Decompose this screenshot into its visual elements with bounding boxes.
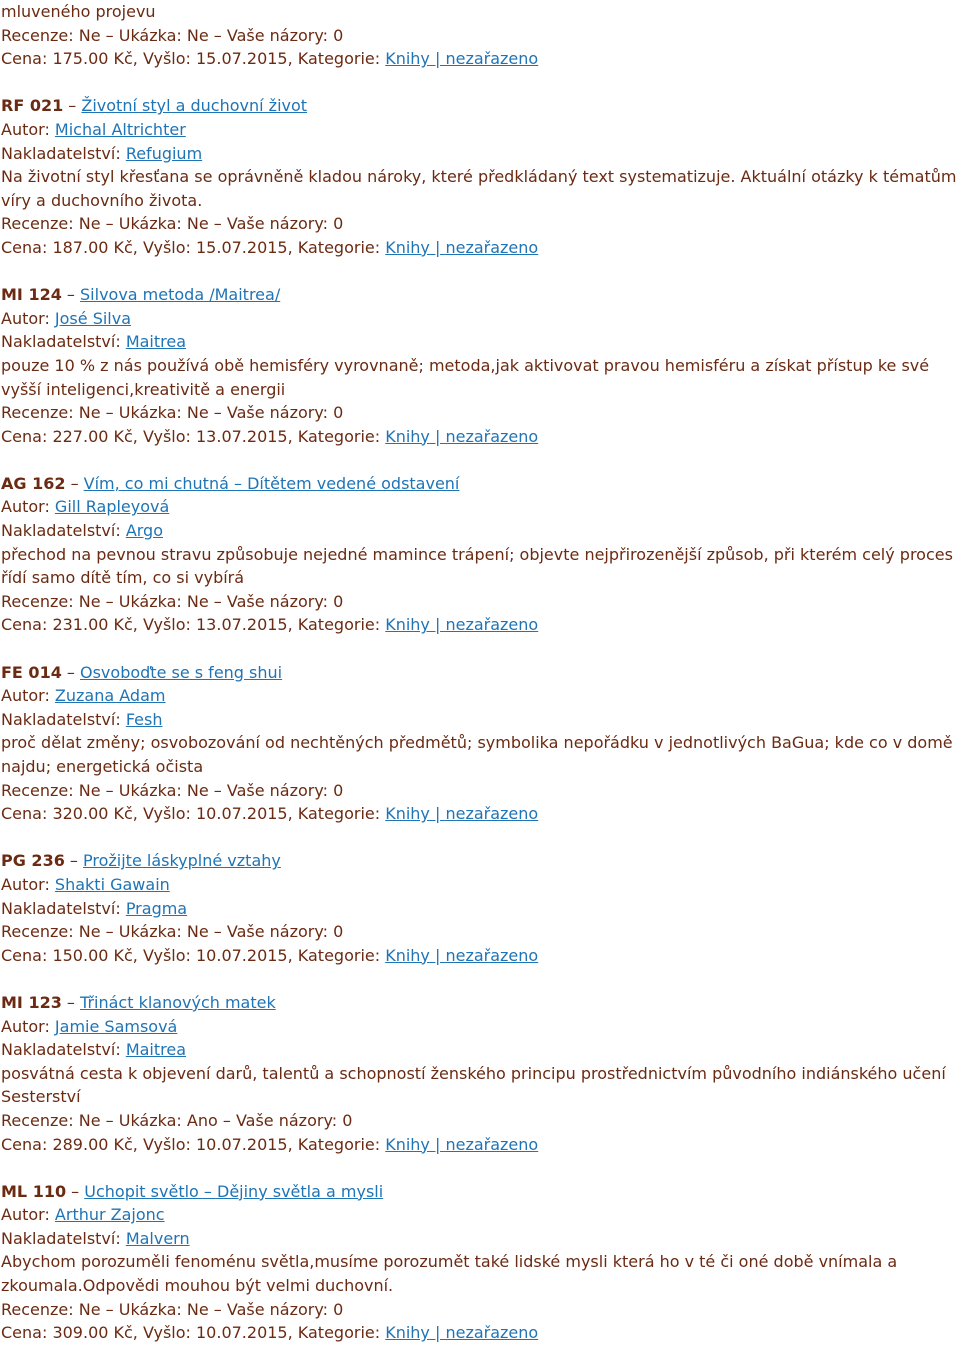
sample-value: Ne xyxy=(186,922,209,942)
book-price-line: Cena: 175.00 Kč, Vyšlo: 15.07.2015, Kategorie: Knihy | nezařazeno xyxy=(1,49,539,69)
book-review-line: Recenze: Ne – Ukázka: Ne – Vaše názory: 0 xyxy=(1,25,344,45)
category-separator[interactable]: | xyxy=(429,1323,446,1343)
author-link[interactable]: José Silva xyxy=(54,308,132,328)
opinions-count: 0 xyxy=(333,403,344,423)
book-code: MI 124 xyxy=(1,285,62,305)
book-author-line: Autor: Jamie Samsová xyxy=(1,1016,178,1036)
publisher-link[interactable]: Fesh xyxy=(125,709,163,729)
book-heading: MI 123 – Třináct klanových matek xyxy=(1,992,276,1012)
author-link[interactable]: Gill Rapleyová xyxy=(54,497,170,517)
book-price-line: Cena: 289.00 Kč, Vyšlo: 10.07.2015, Kategorie: Knihy | nezařazeno xyxy=(1,1134,539,1154)
book-review-line: Recenze: Ne – Ukázka: Ne – Vaše názory: 0 xyxy=(1,780,344,800)
entry-spacer xyxy=(1,637,959,661)
opinions-count: 0 xyxy=(333,922,344,942)
book-review-line: Recenze: Ne – Ukázka: Ne – Vaše názory: 0 xyxy=(1,1299,344,1319)
category-link-nezarazeno[interactable]: nezařazeno xyxy=(445,1323,539,1343)
book-price-line: Cena: 309.00 Kč, Vyšlo: 10.07.2015, Kategorie: Knihy | nezařazeno xyxy=(1,1323,539,1343)
book-review-line: Recenze: Ne – Ukázka: Ne – Vaše názory: 0 xyxy=(1,591,344,611)
category-link-knihy[interactable]: Knihy xyxy=(385,426,430,446)
sample-value: Ne xyxy=(186,403,209,423)
book-publisher-line: Nakladatelství: Maitrea xyxy=(1,1040,187,1060)
opinions-count: 0 xyxy=(342,1110,353,1130)
price-value: 227.00 Kč xyxy=(52,426,133,446)
book-title-link[interactable]: Uchopit světlo – Dějiny světla a mysli xyxy=(84,1181,384,1201)
category-link-knihy[interactable]: Knihy xyxy=(385,945,430,965)
category-link-nezarazeno[interactable]: nezařazeno xyxy=(445,945,539,965)
release-date: 15.07.2015 xyxy=(196,237,288,257)
category-separator[interactable]: | xyxy=(429,615,446,635)
price-value: 320.00 Kč xyxy=(52,804,133,824)
book-review-line: Recenze: Ne – Ukázka: Ne – Vaše názory: 0 xyxy=(1,214,344,234)
release-date: 10.07.2015 xyxy=(196,1323,288,1343)
price-value: 309.00 Kč xyxy=(52,1323,133,1343)
book-author-line: Autor: Shakti Gawain xyxy=(1,874,170,894)
book-title-link[interactable]: Třináct klanových matek xyxy=(80,992,276,1012)
book-review-line: Recenze: Ne – Ukázka: Ne – Vaše názory: 0 xyxy=(1,403,344,423)
opinions-count: 0 xyxy=(333,780,344,800)
entry-spacer xyxy=(1,826,959,850)
book-description: posvátná cesta k objevení darů, talentů a schopností ženského principu prostřednictvím původního indiánského učení Sesterství xyxy=(1,1063,946,1107)
book-author-line: Autor: Zuzana Adam xyxy=(1,686,166,706)
book-code: FE 014 xyxy=(1,662,62,682)
category-link-nezarazeno[interactable]: nezařazeno xyxy=(445,804,539,824)
publisher-link[interactable]: Maitrea xyxy=(125,1040,187,1060)
opinions-count: 0 xyxy=(333,1299,344,1319)
book-publisher-line: Nakladatelství: Pragma xyxy=(1,898,188,918)
book-description: přechod na pevnou stravu způsobuje nejedné mamince trápení; objevte nejpřirozenější způsob, při kterém celý proces řídí samo dítě tím, co si vybírá xyxy=(1,544,953,588)
book-review-line: Recenze: Ne – Ukázka: Ano – Vaše názory: 0 xyxy=(1,1110,353,1130)
publisher-link[interactable]: Malvern xyxy=(125,1228,190,1248)
book-heading: RF 021 – Životní styl a duchovní život xyxy=(1,96,308,116)
book-review-line: Recenze: Ne – Ukázka: Ne – Vaše názory: 0 xyxy=(1,922,344,942)
book-description: proč dělat změny; osvobozování od nechtěných předmětů; symbolika nepořádku v jednotlivých BaGua; kde co v domě najdu; energetická očista xyxy=(1,733,953,776)
book-title-link[interactable]: Osvoboďte se s feng shui xyxy=(80,662,283,682)
book-entry xyxy=(1,991,959,1180)
book-price-line: Cena: 231.00 Kč, Vyšlo: 13.07.2015, Kategorie: Knihy | nezařazeno xyxy=(1,615,539,635)
book-entry xyxy=(1,283,959,472)
category-separator[interactable]: | xyxy=(429,1134,446,1154)
book-price-line: Cena: 187.00 Kč, Vyšlo: 15.07.2015, Kategorie: Knihy | nezařazeno xyxy=(1,237,539,257)
publisher-link[interactable]: Refugium xyxy=(125,143,203,163)
category-link-nezarazeno[interactable]: nezařazeno xyxy=(445,615,539,635)
book-heading: MI 124 – Silvova metoda /Maitrea/ xyxy=(1,285,281,305)
book-entry xyxy=(1,94,959,283)
price-value: 231.00 Kč xyxy=(52,615,133,635)
release-date: 10.07.2015 xyxy=(196,1134,288,1154)
book-title-link[interactable]: Prožijte láskyplné vztahy xyxy=(83,851,281,871)
category-separator[interactable]: | xyxy=(429,237,446,257)
entry-spacer xyxy=(1,1156,959,1180)
book-publisher-line: Nakladatelství: Fesh xyxy=(1,709,163,729)
price-value: 175.00 Kč xyxy=(52,49,133,69)
category-link-nezarazeno[interactable]: nezařazeno xyxy=(445,1134,539,1154)
release-date: 13.07.2015 xyxy=(196,615,288,635)
category-link-knihy[interactable]: Knihy xyxy=(385,49,430,69)
sample-value: Ne xyxy=(186,780,209,800)
category-separator[interactable]: | xyxy=(429,804,446,824)
price-value: 150.00 Kč xyxy=(52,945,133,965)
book-title-link[interactable]: Životní styl a duchovní život xyxy=(81,96,308,116)
book-code: ML 110 xyxy=(1,1181,67,1201)
review-value: Ne xyxy=(78,403,101,423)
book-code: AG 162 xyxy=(1,473,66,493)
book-description: Abychom porozuměli fenoménu světla,musíme porozumět také lidské mysli která ho v té či oné době vnímala a zkoumala.Odpovědi mouhou být velmi duchovní. xyxy=(1,1252,898,1296)
book-publisher-line: Nakladatelství: Maitrea xyxy=(1,332,187,352)
opinions-count: 0 xyxy=(333,591,344,611)
entry-spacer xyxy=(1,260,959,284)
review-value: Ne xyxy=(78,780,101,800)
opinions-count: 0 xyxy=(333,25,344,45)
author-link[interactable]: Michal Altrichter xyxy=(54,119,186,139)
book-publisher-line: Nakladatelství: Refugium xyxy=(1,143,203,163)
entry-spacer xyxy=(1,71,959,95)
book-entry-fragment xyxy=(1,0,959,71)
book-code: MI 123 xyxy=(1,992,62,1012)
entry-spacer xyxy=(1,1345,959,1368)
book-author-line: Autor: Arthur Zajonc xyxy=(1,1205,165,1225)
book-heading: FE 014 – Osvoboďte se s feng shui xyxy=(1,662,283,682)
category-link-knihy[interactable]: Knihy xyxy=(385,237,430,257)
book-author-line: Autor: Gill Rapleyová xyxy=(1,497,170,517)
book-title-link[interactable]: Vím, co mi chutná – Dítětem vedené odstavení xyxy=(83,473,460,493)
category-separator[interactable]: | xyxy=(429,426,446,446)
release-date: 15.07.2015 xyxy=(196,49,288,69)
review-value: Ne xyxy=(78,214,101,234)
entry-spacer xyxy=(1,448,959,472)
book-entry xyxy=(1,1180,959,1368)
book-author-line: Autor: Michal Altrichter xyxy=(1,119,186,139)
review-value: Ne xyxy=(78,591,101,611)
sample-value: Ne xyxy=(186,25,209,45)
opinions-count: 0 xyxy=(333,214,344,234)
book-price-line: Cena: 227.00 Kč, Vyšlo: 13.07.2015, Kategorie: Knihy | nezařazeno xyxy=(1,426,539,446)
sample-value: Ne xyxy=(186,1299,209,1319)
category-link-knihy[interactable]: Knihy xyxy=(385,1134,430,1154)
price-value: 187.00 Kč xyxy=(52,237,133,257)
sample-value: Ne xyxy=(186,214,209,234)
category-link-nezarazeno[interactable]: nezařazeno xyxy=(445,49,539,69)
review-value: Ne xyxy=(78,1110,101,1130)
book-list xyxy=(1,94,959,1368)
book-price-line: Cena: 320.00 Kč, Vyšlo: 10.07.2015, Kategorie: Knihy | nezařazeno xyxy=(1,804,539,824)
book-code: RF 021 xyxy=(1,96,64,116)
book-description: mluveného projevu xyxy=(1,2,156,21)
entry-spacer xyxy=(1,967,959,991)
book-description: pouze 10 % z nás používá obě hemisféry vyrovnaně; metoda,jak aktivovat pravou hemisféru a získat přístup ke své vyšší inteligenci,kreativitě a energii xyxy=(1,355,930,399)
book-publisher-line: Nakladatelství: Malvern xyxy=(1,1228,190,1248)
book-title-link[interactable]: Silvova metoda /Maitrea/ xyxy=(80,285,281,305)
category-separator[interactable]: | xyxy=(429,945,446,965)
category-link-knihy[interactable]: Knihy xyxy=(385,804,430,824)
category-separator[interactable]: | xyxy=(429,49,446,69)
category-link-knihy[interactable]: Knihy xyxy=(385,615,430,635)
author-link[interactable]: Shakti Gawain xyxy=(54,874,170,894)
category-link-nezarazeno[interactable]: nezařazeno xyxy=(445,426,539,446)
category-link-knihy[interactable]: Knihy xyxy=(385,1323,430,1343)
review-value: Ne xyxy=(78,25,101,45)
book-price-line: Cena: 150.00 Kč, Vyšlo: 10.07.2015, Kategorie: Knihy | nezařazeno xyxy=(1,945,539,965)
price-value: 289.00 Kč xyxy=(52,1134,133,1154)
book-publisher-line: Nakladatelství: Argo xyxy=(1,521,163,541)
sample-value: Ne xyxy=(186,591,209,611)
author-link[interactable]: Arthur Zajonc xyxy=(54,1205,165,1225)
book-entry xyxy=(1,661,959,850)
book-author-line: Autor: José Silva xyxy=(1,308,132,328)
review-value: Ne xyxy=(78,1299,101,1319)
book-heading: PG 236 – Prožijte láskyplné vztahy xyxy=(1,851,281,871)
category-link-nezarazeno[interactable]: nezařazeno xyxy=(445,237,539,257)
release-date: 10.07.2015 xyxy=(196,945,288,965)
book-code: PG 236 xyxy=(1,851,65,871)
publisher-link[interactable]: Argo xyxy=(125,521,163,541)
book-heading: AG 162 – Vím, co mi chutná – Dítětem vedené odstavení xyxy=(1,473,460,493)
publisher-link[interactable]: Maitrea xyxy=(125,332,187,352)
release-date: 13.07.2015 xyxy=(196,426,288,446)
author-link[interactable]: Zuzana Adam xyxy=(54,686,166,706)
publisher-link[interactable]: Pragma xyxy=(125,898,188,918)
book-entry xyxy=(1,849,959,991)
book-entry xyxy=(1,472,959,661)
author-link[interactable]: Jamie Samsová xyxy=(54,1016,178,1036)
sample-value: Ano xyxy=(186,1110,218,1130)
book-description: Na životní styl křesťana se oprávněně kladou nároky, které předkládaný text systematizuje. Aktuální otázky k tématům víry a duchovního života. xyxy=(1,167,957,210)
book-heading: ML 110 – Uchopit světlo – Dějiny světla a mysli xyxy=(1,1181,384,1201)
review-value: Ne xyxy=(78,922,101,942)
release-date: 10.07.2015 xyxy=(196,804,288,824)
